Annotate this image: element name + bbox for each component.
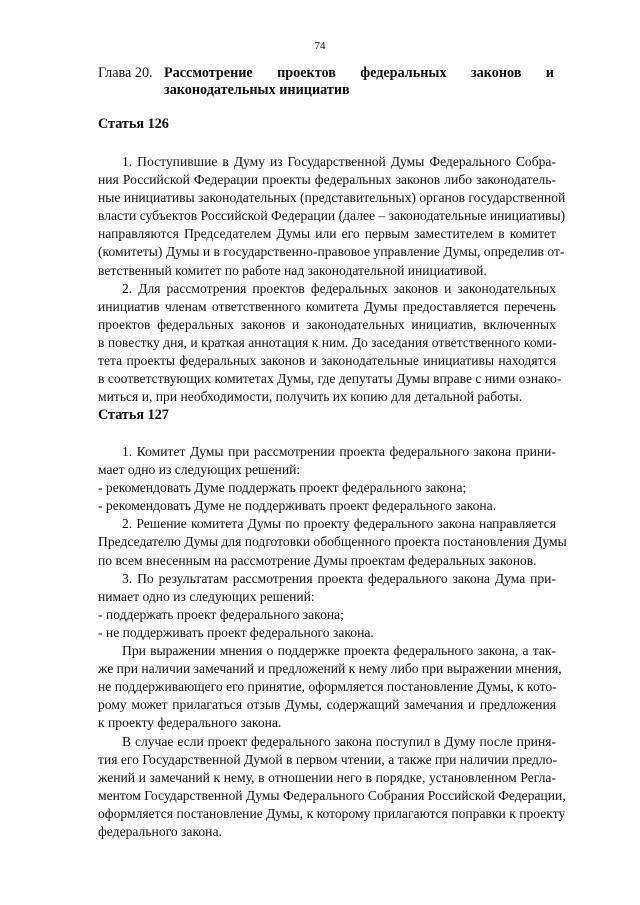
- page-number: 74: [314, 40, 326, 52]
- article-127-paragraph-3: [98, 570, 556, 642]
- text-line: ментом Государственной Думы Федерального Собрания Российской Федерации,: [98, 787, 566, 803]
- text-line: 3. По результатам рассмотрения проекта федерального закона Дума при-: [122, 570, 556, 586]
- text-line: не поддерживающего его принятие, оформляется постановление Думы, к кото-: [98, 679, 557, 695]
- text-line: же при наличии замечаний и предложений к нему либо при выражении мнения,: [98, 661, 562, 677]
- text-line: по всем внесенным на рассмотрение Думы проектам федеральных законов.: [98, 552, 537, 568]
- text-line: миться и, при необходимости, получить их копию для детальной работы.: [98, 389, 523, 405]
- text-line: В случае если проект федерального закона поступил в Думу после приня-: [122, 733, 556, 749]
- text-line: 2. Решение комитета Думы по проекту федерального закона направляется: [122, 516, 556, 532]
- text-line: (комитеты) Думы и в государственно-правовое управление Думы, определив от-: [98, 244, 565, 260]
- article-126-paragraph-1: [98, 153, 566, 280]
- article-127-paragraph-1: [98, 443, 556, 515]
- text-line: направляются Председателем Думы или его первым заместителем в комитет: [98, 226, 556, 242]
- text-line: ветственный комитет по работе над законодательной инициативой.: [98, 262, 487, 278]
- article-127-body: [98, 443, 567, 841]
- chapter-label: Глава 20.: [98, 65, 153, 81]
- text-line: в повестку дня, и краткая аннотация к ним. До заседания ответственного коми-: [98, 334, 557, 350]
- text-line: тета проекты федеральных законов и законодательные инициативы находятся: [98, 353, 556, 369]
- text-line: ния Российской Федерации проекты федеральных законов либо законодатель-: [98, 172, 556, 188]
- chapter-title-line-2: законодательных инициатив: [164, 82, 350, 98]
- text-line: ные инициативы законодательных (представительных) органов государственной: [98, 190, 566, 206]
- text-line: 2. Для рассмотрения проектов федеральных законов и законодательных: [122, 280, 556, 296]
- article-127-heading: Статья 127: [98, 407, 169, 423]
- text-line: 1. Поступившие в Думу из Государственной Думы Федерального Собра-: [122, 154, 556, 169]
- text-line: оформляется постановление Думы, к которому прилагаются поправки к проекту: [98, 805, 566, 821]
- text-line: тия его Государственной Думой в первом чтении, а также при наличии предло-: [98, 751, 558, 767]
- text-line: нимает одно из следующих решений:: [98, 588, 315, 604]
- text-line: жений и замечаний к нему, в отношении него в порядке, установленном Регла-: [98, 769, 556, 785]
- text-line: к проекту федерального закона.: [98, 715, 282, 731]
- text-line: инициатив членам ответственного комитета Думы предоставляется перечень: [98, 298, 556, 314]
- text-line: мает одно из следующих решений:: [98, 462, 301, 478]
- text-line: рому может прилагаться отзыв Думы, содержащий замечания и предложения: [98, 697, 556, 713]
- chapter-title-line-1: Рассмотрение проектов федеральных законов и: [164, 65, 554, 81]
- text-line: власти субъектов Российской Федерации (далее – законодательные инициативы): [98, 208, 566, 224]
- article-126-body: [98, 153, 566, 406]
- list-item: - поддержать проект федерального закона;: [98, 606, 344, 622]
- text-line: 1. Комитет Думы при рассмотрении проекта федерального закона прини-: [122, 444, 556, 459]
- text-line: проектов федеральных законов и законодательных инициатив, включенных: [98, 316, 556, 332]
- chapter-heading: [98, 65, 554, 99]
- chapter-title: [164, 65, 554, 99]
- list-item: - рекомендовать Думе не поддерживать проект федерального закона.: [98, 498, 497, 514]
- article-127-paragraph-2: [98, 515, 567, 569]
- text-line: Председателю Думы для подготовки обобщенного проекта постановления Думы: [98, 534, 567, 550]
- text-line: При выражении мнения о поддержке проекта федерального закона, а так-: [122, 643, 556, 659]
- article-126-heading: Статья 126: [98, 116, 169, 132]
- text-line: федерального закона.: [98, 823, 222, 839]
- text-line: в соответствующих комитетах Думы, где депутаты Думы вправе с ними ознако-: [98, 371, 562, 387]
- list-item: - не поддерживать проект федерального закона.: [98, 624, 374, 640]
- list-item: - рекомендовать Думе поддержать проект федерального закона;: [98, 480, 467, 496]
- article-127-paragraph-5: [98, 733, 566, 842]
- article-126-paragraph-2: [98, 280, 562, 407]
- article-127-paragraph-4: [98, 642, 562, 732]
